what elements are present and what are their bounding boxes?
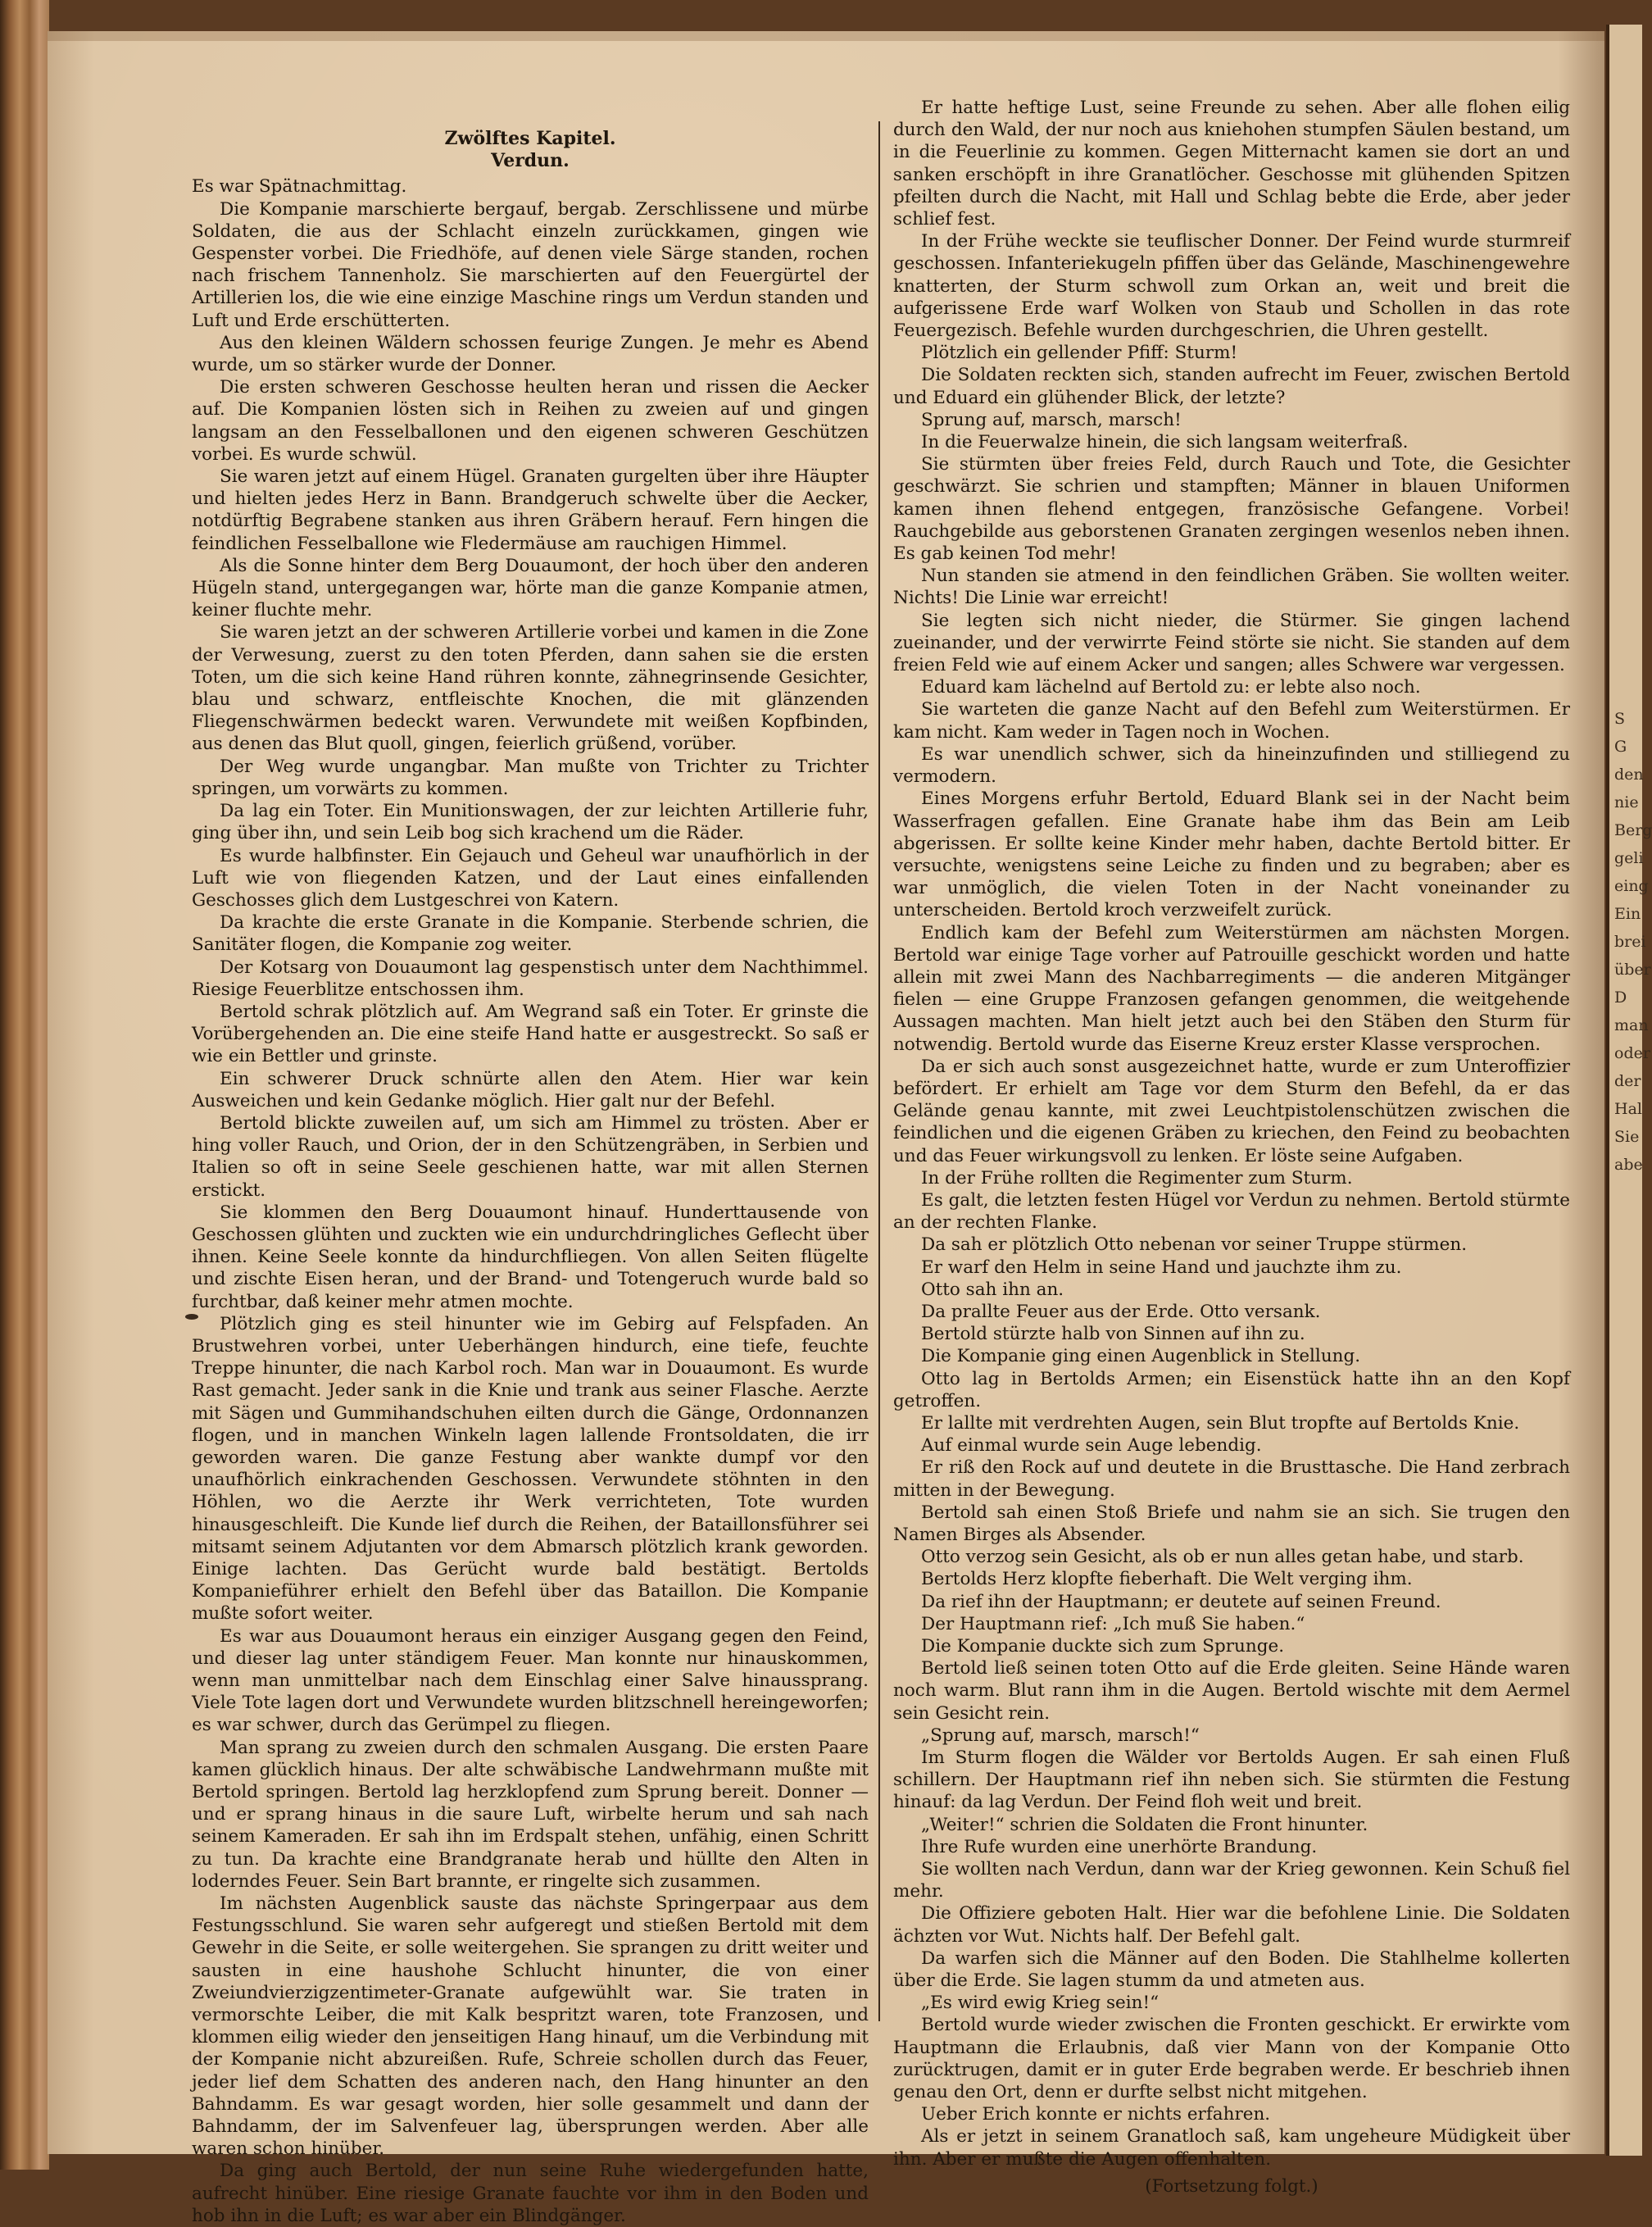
paragraph: Sie warteten die ganze Nacht auf den Befehl zum Weiterstürmen. Er kam nicht. Kam weder in Tagen noch in Wochen. [893, 699, 1570, 743]
paragraph: Sprung auf, marsch, marsch! [921, 409, 1182, 430]
paragraph: Sie legten sich nicht nieder, die Stürmer. Sie gingen lachend zueinander, und der verwirrte Feind störte sie nicht. Sie standen auf dem freien Feld wie auf einem Acker und sangen; alles Schwere war vergessen. [893, 610, 1570, 676]
paragraph: „Weiter!“ schrien die Soldaten die Front hinunter. [921, 1814, 1368, 1835]
paragraph: Sie wollten nach Verdun, dann war der Krieg gewonnen. Kein Schuß fiel mehr. [893, 1859, 1570, 1902]
paragraph: Da warfen sich die Männer auf den Boden. Die Stahlhelme kollerten über die Erde. Sie lagen stumm da und atmeten aus. [893, 1947, 1570, 1992]
paragraph: Plötzlich ging es steil hinunter wie im Gebirg auf Felspfaden. An Brustwehren vorbei, unter Ueberhängen hindurch, eine tiefe, feuchte Treppe hinunter, die nach Karbol roch. Man war in Douaumont. Es wurde Rast gemacht. Jeder sank in die Knie und trank aus seiner Flasche. Aerzte mit Sägen und Gummihandschuhen eilten durch die Gänge, Ordonnanzen flogen, und in manchen Winkeln lagen lallende Frontsoldaten, die irr geworden waren. Die ganze Festung aber wankte dumpf vor den unaufhörlich einkrachenden Geschossen. Verwundete stöhnten in den Höhlen, wo die Aerzte ihr Werk verrichteten, Tote wurden hinausgeschleift. Die Kunde lief durch die Reihen, der Bataillonsführer sei mitsamt seinem Adjutanten vor dem Abmarsch plötzlich krank geworden. Einige lachten. Das Gerücht wurde bald bestätigt. Bertolds Kompanieführer erhielt den Befehl über das Bataillon. Die Kompanie mußte sofort weiter. [192, 1313, 869, 1625]
paragraph: Endlich kam der Befehl zum Weiterstürmen am nächsten Morgen. Bertold war einige Tage vorher auf Patrouille geschickt worden und hatte allein mit zwei Mann des Nachbarregiments — die anderen Mitgänger fielen — eine Gruppe Franzosen gefangen genommen, die weitgehende Aussagen machten. Man hielt jetzt auch bei den Stäben den Sturm für notwendig. Bertold wurde das Eiserne Kreuz erster Klasse versprochen. [893, 922, 1570, 1055]
paragraph: Eines Morgens erfuhr Bertold, Eduard Blank sei in der Nacht beim Wasserfragen gefallen. Eine Granate habe ihm das Bein am Leib abgerissen. Er sollte keine Kinder mehr haben, dachte Bertold bitter. Er versuchte, wenigstens seine Leiche zu finden und zu begraben; aber es war unmöglich, die vielen Toten in der Nacht voneinander zu unterscheiden. Bertold kroch verzweifelt zurück. [893, 789, 1570, 921]
paragraph: Im Sturm flogen die Wälder vor Bertolds Augen. Er sah einen Fluß schillern. Der Hauptmann rief ihn neben sich. Sie stürmten die Festung hinauf: da lag Verdun. Der Feind floh weit und breit. [893, 1748, 1570, 1813]
paragraph: Otto sah ihn an. [921, 1279, 1064, 1300]
adjacent-page-fragment: der [1614, 1072, 1641, 1090]
paragraph: Plötzlich ein gellender Pfiff: Sturm! [921, 343, 1238, 364]
paragraph: Da sah er plötzlich Otto nebenan vor seiner Truppe stürmen. [921, 1234, 1468, 1256]
paragraph: Als die Sonne hinter dem Berg Douaumont, der hoch über den anderen Hügeln stand, untergegangen war, hörte man die ganze Kompanie atmen, keiner fluchte mehr. [192, 555, 869, 621]
paragraph: In die Feuerwalze hinein, die sich langsam weiterfraß. [921, 432, 1409, 453]
left-column [192, 97, 869, 2227]
paragraph: Otto verzog sein Gesicht, als ob er nun alles getan habe, und starb. [921, 1547, 1524, 1568]
paragraph: Auf einmal wurde sein Auge lebendig. [921, 1435, 1262, 1457]
paragraph: Die Kompanie duckte sich zum Sprunge. [921, 1636, 1285, 1657]
paragraph: Bertold blickte zuweilen auf, um sich am Himmel zu trösten. Aber er hing voller Rauch, und Orion, der in den Schützengräben, in Serbien und Italien so oft in seine Seele geschienen hatte, war mit allen Sternen erstickt. [192, 1112, 869, 1201]
paragraph: Bertolds Herz klopfte fieberhaft. Die Welt verging ihm. [921, 1569, 1413, 1590]
paragraph: Sie waren jetzt auf einem Hügel. Granaten gurgelten über ihre Häupter und hielten jedes Herz in Bann. Brandgeruch schwelte über die Aecker, notdürftig Begrabene stanken aus ihren Gräbern herauf. Fern hingen die feindlichen Fesselballone wie Fledermäuse am rauchigen Himmel. [192, 466, 869, 554]
paragraph: Man sprang zu zweien durch den schmalen Ausgang. Die ersten Paare kamen glücklich hinaus. Der alte schwäbische Landwehrmann mußte mit Bertold springen. Bertold lag herzklopfend zum Sprung bereit. Donner — und er sprang hinaus in die saure Luft, wirbelte herum und sah nach seinem Kameraden. Er sah ihn im Erdspalt stehen, unfähig, einen Schritt zu tun. Da krachte eine Brandgranate herab und hüllte den Alten in loderndes Feuer. Sein Bart brannte, er ringelte sich zusammen. [192, 1737, 869, 1892]
paragraph: Es galt, die letzten festen Hügel vor Verdun zu nehmen. Bertold stürmte an der rechten Flanke. [893, 1189, 1570, 1234]
paragraph: Sie klommen den Berg Douaumont hinauf. Hunderttausende von Geschossen glühten und zuckten wie ein undurchdringliches Geflecht über ihnen. Keine Seele konnte da hindurchfliegen. Von allen Seiten flügelte und zischte Eisen heran, und der Brand- und Totengeruch wurde bald so furchtbar, daß keiner mehr atmen mochte. [192, 1202, 869, 1312]
adjacent-page-fragment: Sie [1614, 1128, 1640, 1146]
paragraph: „Es wird ewig Krieg sein!“ [921, 1993, 1160, 2014]
adjacent-page-fragment: über [1614, 961, 1651, 979]
paragraph: Er riß den Rock auf und deutete in die Brusttasche. Die Hand zerbrach mitten in der Bewegung. [893, 1457, 1570, 1501]
paragraph: Bertold stürzte halb von Sinnen auf ihn zu. [921, 1324, 1305, 1345]
paragraph: Er hatte heftige Lust, seine Freunde zu sehen. Aber alle flohen eilig durch den Wald, der nur noch aus kniehohen stumpfen Säulen bestand, um in die Feuerlinie zu kommen. Gegen Mitternacht kamen sie dort an und sanken erschöpft in ihre Granatlöcher. Geschosse mit glühenden Spitzen pfeilten durch die Nacht, mit Hall und Schlag bebte die Erde, aber jeder schlief fest. [893, 98, 1570, 230]
adjacent-page-edge [1606, 25, 1652, 2156]
paragraph: Nun standen sie atmend in den feindlichen Gräben. Sie wollten weiter. Nichts! Die Linie war erreicht! [893, 566, 1570, 609]
adjacent-page-fragment: Ein [1614, 905, 1641, 923]
adjacent-page-fragment: oder [1614, 1044, 1650, 1062]
paragraph: Bertold schrak plötzlich auf. Am Wegrand saß ein Toter. Er grinste die Vorübergehenden an. Die eine steife Hand hatte er ausgestreckt. So saß er wie ein Bettler und grinste. [192, 1001, 869, 1067]
adjacent-page-fragment: brei [1614, 933, 1646, 951]
paragraph: Bertold sah einen Stoß Briefe und nahm sie an sich. Sie trugen den Namen Birges als Absender. [893, 1502, 1570, 1545]
paragraph: Ihre Rufe wurden eine unerhörte Brandung. [921, 1836, 1318, 1857]
paragraph: Der Hauptmann rief: „Ich muß Sie haben.“ [921, 1613, 1305, 1634]
adjacent-page-fragment: abe [1614, 1156, 1643, 1174]
paragraph: Sie stürmten über freies Feld, durch Rauch und Tote, die Gesichter geschwärzt. Sie schrien und stampften; Männer in blauen Uniformen kamen ihnen flehend entgegen, französische Gefangene. Vorbei! Rauchgebilde aus geborstenen Granaten zergingen wesenlos neben ihnen. Es gab keinen Tod mehr! [893, 454, 1570, 565]
paragraph: In der Frühe rollten die Regimenter zum Sturm. [921, 1167, 1353, 1188]
adjacent-page-fragment: Berg [1614, 821, 1652, 839]
paragraph: Ein schwerer Druck schnürte allen den Atem. Hier war kein Ausweichen und kein Gedanke möglich. Hier galt nur der Befehl. [192, 1068, 869, 1111]
paragraph: Da krachte die erste Granate in die Kompanie. Sterbende schrien, die Sanitäter flogen, die Kompanie zog weiter. [192, 912, 869, 956]
paragraph: In der Frühe weckte sie teuflischer Donner. Der Feind wurde sturmreif geschossen. Infanteriekugeln pfiffen über das Gelände, Maschinengewehre knatterten, der Sturm schwoll zum Orkan an, weit und breit die aufgerissene Erde warf Wolken von Staub und Schollen in das rote Feuergezisch. Befehle wurden durchgeschrien, die Uhren gestellt. [893, 231, 1570, 342]
continuation-note: (Fortsetzung folgt.) [1145, 2175, 1318, 2197]
page-top-shadow [48, 31, 1604, 41]
paragraph: Da prallte Feuer aus der Erde. Otto versank. [921, 1301, 1321, 1322]
paragraph: Bertold wurde wieder zwischen die Fronten geschickt. Er erwirkte vom Hauptmann die Erlaubnis, daß vier Mann von der Kompanie Otto zurücktrugen, damit er in guter Erde begraben werde. Er beschrieb ihnen genau den Ort, denn er durfte selbst nicht mitgehen. [893, 2015, 1570, 2103]
paragraph: Es war unendlich schwer, sich da hineinzufinden und stilliegend zu vermodern. [893, 743, 1570, 788]
adjacent-page-fragment: Hal [1614, 1100, 1642, 1118]
paragraph: Der Kotsarg von Douaumont lag gespenstisch unter dem Nachthimmel. Riesige Feuerblitze entschossen ihm. [192, 957, 869, 1000]
paragraph: Da ging auch Bertold, der nun seine Ruhe wiedergefunden hatte, aufrecht hinüber. Eine riesige Granate fauchte vor ihm in den Boden und hob ihn in die Luft; es war aber ein Blindgänger. [192, 2161, 869, 2226]
paragraph: Eduard kam lächelnd auf Bertold zu: er lebte also noch. [921, 677, 1421, 698]
paragraph: Die Soldaten reckten sich, standen aufrecht im Feuer, zwischen Bertold und Eduard ein glühender Blick, der letzte? [893, 365, 1570, 408]
paragraph: Es war Spätnachmittag. [192, 176, 407, 198]
adjacent-page-fragment: geli [1614, 849, 1644, 867]
paragraph: Sie waren jetzt an der schweren Artillerie vorbei und kamen in die Zone der Verwesung, zuerst zu den toten Pferden, dann sahen sie die ersten Toten, um die sich keine Hand rühren konnte, zähnegrinsende Gesichter, blau und schwarz, entfleischte Knochen, die mit glänzenden Fliegenschwärmen bedeckt waren. Verwundete mit weißen Kopfbinden, aus denen das Blut quoll, gingen, feierlich grüßend, vorüber. [192, 622, 869, 755]
chapter-title: Zwölftes Kapitel. [444, 128, 616, 149]
right-column-text [893, 97, 1570, 2170]
book-page-edges [0, 0, 49, 2170]
paragraph: Er warf den Helm in seine Hand und jauchzte ihm zu. [921, 1257, 1402, 1278]
paragraph: Die Offiziere geboten Halt. Hier war die befohlene Linie. Die Soldaten ächzten vor Wut. Nichts half. Der Befehl galt. [893, 1903, 1570, 1947]
paragraph: Die Kompanie marschierte bergauf, bergab. Zerschlissene und mürbe Soldaten, die aus der Schlacht einzeln zurückkamen, gingen wie Gespenster vorbei. Die Friedhöfe, auf denen viele Särge standen, rochen nach frischem Tannenholz. Sie marschierten auf den Feuergürtel der Artillerien los, die wie eine einzige Maschine rings um Verdun standen und Luft und Erde erschütterten. [192, 198, 869, 331]
adjacent-page-fragment: eing [1614, 877, 1649, 895]
adjacent-page-fragment: G [1614, 738, 1627, 756]
paragraph: Im nächsten Augenblick sauste das nächste Springerpaar aus dem Festungsschlund. Sie waren sehr aufgeregt und stießen Bertold mit dem Gewehr in die Seite, er solle weitergehen. Sie sprangen zu dritt weiter und sausten in eine haushohe Schlucht hinunter, die von einer Zweiundvierzigzentimeter-Granate aufgewühlt war. Sie traten in vermorschte Leiber, die mit Kalk bespritzt waren, tote Franzosen, und klommen eilig wieder den jenseitigen Hang hinauf, um die Verbindung mit der Kompanie nicht abzureißen. Rufe, Schreie schollen durch das Feuer, jeder lief dem Schatten des anderen nach, den Hang hinunter an den Bahndamm. Es war gesagt worden, hier solle gesammelt und dann der Bahndamm, der im Salvenfeuer lag, übersprungen werden. Aber alle waren schon hinüber. [192, 1893, 869, 2160]
paragraph: Die Kompanie ging einen Augenblick in Stellung. [921, 1346, 1361, 1367]
paragraph: Es wurde halbfinster. Ein Gejauch und Geheul war unaufhörlich in der Luft wie von fliegenden Katzen, und der Laut eines einfallenden Geschosses glich dem Lustgeschrei von Katern. [192, 845, 869, 911]
paragraph: Es war aus Douaumont heraus ein einziger Ausgang gegen den Feind, und dieser lag unter ständigem Feuer. Man konnte nur hinauskommen, wenn man unmittelbar nach dem Einschlag einer Salve hinaussprang. Viele Tote lagen dort und Verwundete wurden blitzschnell hereingeworfen; es war schwer, durch das Gerümpel zu fliegen. [192, 1625, 869, 1736]
paragraph: Ueber Erich konnte er nichts erfahren. [921, 2104, 1271, 2125]
adjacent-page-fragment: D [1614, 989, 1627, 1007]
chapter-subtitle: Verdun. [491, 150, 570, 172]
paragraph: Der Weg wurde ungangbar. Man mußte von Trichter zu Trichter springen, um vorwärts zu kommen. [192, 756, 869, 799]
adjacent-page-fragment: S [1614, 710, 1626, 728]
right-column [893, 97, 1570, 2197]
paragraph: Die ersten schweren Geschosse heulten heran und rissen die Aecker auf. Die Kompanien lösten sich in Reihen zu zweien auf und gingen langsam an den Fesselballonen und den eigenen schweren Geschützen vorbei. Es wurde schwül. [192, 377, 869, 465]
adjacent-page-fragment: den [1614, 766, 1644, 784]
left-column-text [192, 175, 869, 2227]
column-divider [878, 121, 880, 2021]
paragraph: Da rief ihn der Hauptmann; er deutete auf seinen Freund. [921, 1591, 1441, 1612]
paragraph: „Sprung auf, marsch, marsch!“ [921, 1725, 1200, 1746]
paragraph: Er lallte mit verdrehten Augen, sein Blut tropfte auf Bertolds Knie. [921, 1412, 1520, 1434]
adjacent-page-fragment: man [1614, 1016, 1649, 1034]
paragraph: Als er jetzt in seinem Granatloch saß, kam ungeheure Müdigkeit über ihn. Aber er mußte die Augen offenhalten. [893, 2126, 1570, 2170]
paragraph: Otto lag in Bertolds Armen; ein Eisenstück hatte ihn an den Kopf getroffen. [893, 1368, 1570, 1411]
paragraph: Da lag ein Toter. Ein Munitionswagen, der zur leichten Artillerie fuhr, ging über ihn, und sein Leib bog sich krachend um die Räder. [192, 801, 869, 844]
paragraph: Bertold ließ seinen toten Otto auf die Erde gleiten. Seine Hände waren noch warm. Blut rann ihm in die Augen. Bertold wischte mit dem Aermel sein Gesicht rein. [893, 1658, 1570, 1724]
paragraph: Aus den kleinen Wäldern schossen feurige Zungen. Je mehr es Abend wurde, um so stärker wurde der Donner. [192, 332, 869, 376]
adjacent-page-fragment: nie [1614, 793, 1639, 811]
paragraph: Da er sich auch sonst ausgezeichnet hatte, wurde er zum Unteroffizier befördert. Er erhielt am Tage vor dem Sturm den Befehl, da er das Gelände genau kannte, mit zwei Leuchtpistolenschützen zwischen die feindlichen und die eigenen Gräben zu kriechen, den Feind zu beobachten und das Feuer wirkungsvoll zu lenken. Er löste seine Aufgaben. [893, 1056, 1570, 1166]
